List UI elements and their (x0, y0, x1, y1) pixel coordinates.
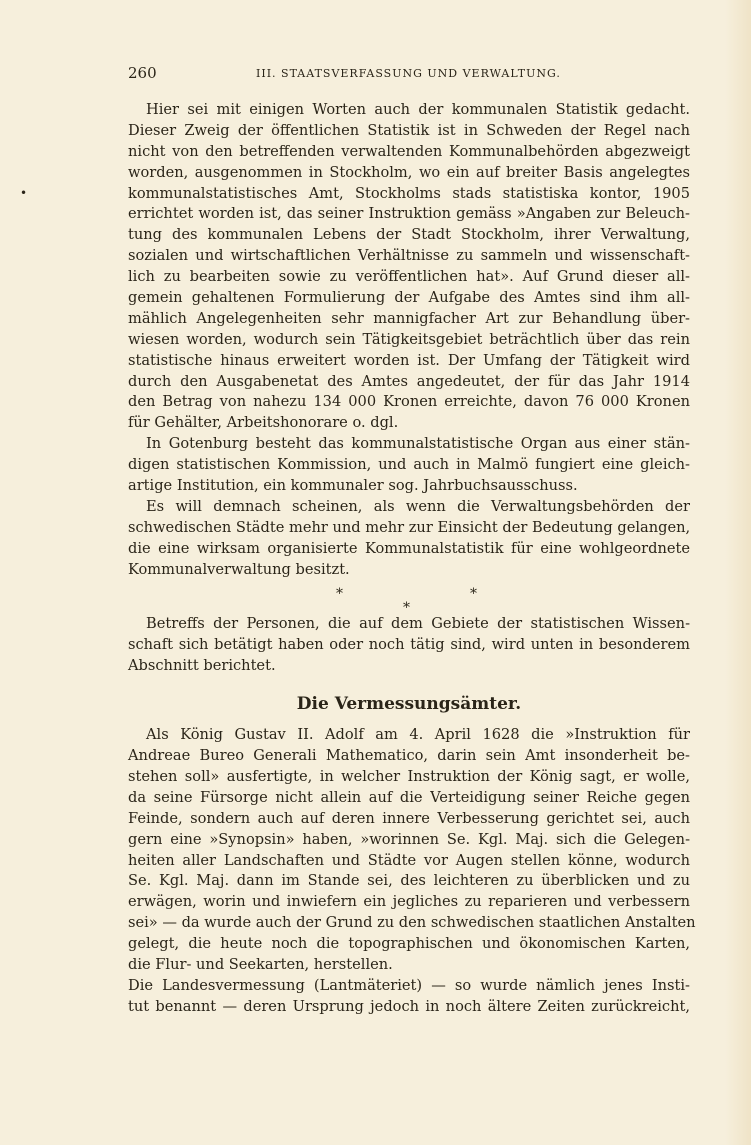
text-line: Es will demnach scheinen, als wenn die Verwaltungsbehörden der (146, 497, 690, 515)
text-line: statistische hinaus erweitert worden ist. Der Umfang der Tätigkeit wird (128, 351, 690, 369)
text-line: digen statistischen Kommission, und auch in Malmö fungiert eine gleich- (128, 456, 690, 474)
text-line: Betreffs der Personen, die auf dem Gebiete der statistischen Wissen- (146, 615, 690, 633)
text-line: worden, ausgenommen in Stockholm, wo ein auf breiter Basis angelegtes (128, 163, 690, 181)
paragraph-landesvermessung (128, 976, 690, 1018)
asterism-star: * (403, 600, 410, 617)
text-line: schwedischen Städte mehr und mehr zur Einsicht der Bedeutung gelangen, (128, 518, 691, 536)
text-line: nicht von den betreffenden verwaltenden Kommunalbehörden abgezweigt (128, 142, 690, 160)
text-line: für Gehälter, Arbeitshonorare o. dgl. (128, 414, 399, 432)
text-line: Dieser Zweig der öffentlichen Statistik ist in Schweden der Regel nach (128, 121, 690, 139)
asterism-star: * (336, 586, 343, 603)
text-line: die eine wirksam organisierte Kommunalstatistik für eine wohlgeordnete (128, 539, 690, 557)
spacer (128, 717, 690, 725)
text-line: wiesen worden, wodurch sein Tätigkeitsgebiet beträchtlich über das rein (128, 330, 690, 348)
text-line: errichtet worden ist, das seiner Instruktion gemäss »Angaben zur Beleuch- (128, 205, 690, 223)
text-line: die Flur- und Seekarten, herstellen. (128, 955, 393, 973)
page-number: 260 (128, 64, 157, 82)
asterism-star: * (470, 586, 477, 603)
asterism-divider (128, 580, 690, 617)
text-line: Andreae Bureo Generali Mathematico, darin sein Amt insonderheit be- (128, 747, 690, 765)
text-line: Feinde, sondern auch auf deren innere Verbesserung gerichtet sei, auch (128, 809, 690, 827)
text-line: Kommunalverwaltung besitzt. (128, 560, 350, 578)
text-line: Hier sei mit einigen Worten auch der kommunalen Statistik gedacht. (146, 101, 690, 118)
section-heading: Die Vermessungsämter. (296, 694, 522, 715)
text-line: tung des kommunalen Lebens der Stadt Stockholm, ihrer Verwaltung, (128, 226, 690, 244)
paragraph-verwaltung (128, 497, 690, 581)
text-line: lich zu bearbeiten sowie zu veröffentlichen hat». Auf Grund dieser all- (128, 268, 690, 286)
page-edge-shadow (725, 0, 751, 1145)
text-line: kommunalstatistisches Amt, Stockholms stads statistiska kontor, 1905 (128, 184, 690, 202)
paragraph-kommunal-statistik (128, 100, 690, 434)
text-line: sei» — da wurde auch der Grund zu den schwedischen staatlichen Anstalten (128, 914, 696, 932)
text-line: erwägen, worin und inwiefern ein jegliches zu reparieren und verbessern (128, 893, 690, 911)
text-line: gern eine »Synopsin» haben, »worinnen Se. Kgl. Maj. sich die Gelegen- (128, 830, 690, 848)
paragraph-gotenburg (128, 434, 690, 497)
spacer (128, 677, 690, 691)
page-header (128, 64, 688, 84)
text-line: In Gotenburg besteht das kommunalstatistische Organ aus einer stän- (146, 435, 690, 453)
paragraph-personen (128, 614, 690, 677)
margin-dot: • (20, 186, 28, 200)
text-line: Die Landesvermessung (Lantmäteriet) — so wurde nämlich jenes Insti- (128, 976, 690, 994)
text-line: gemein gehaltenen Formulierung der Aufgabe des Amtes sind ihm all- (128, 289, 690, 307)
text-line: Abschnitt berichtet. (128, 657, 276, 675)
text-line: Se. Kgl. Maj. dann im Stande sei, des leichteren zu überblicken und zu (128, 872, 690, 890)
text-line: heiten aller Landschaften und Städte vor Augen stellen könne, wodurch (128, 851, 690, 869)
text-line: sozialen und wirtschaftlichen Verhältnisse zu sammeln und wissenschaft- (128, 247, 690, 265)
text-line: tut benannt — deren Ursprung jedoch in noch ältere Zeiten zurückreicht, (128, 997, 690, 1015)
text-line: mählich Angelegenheiten sehr mannigfacher Art zur Behandlung über- (128, 309, 690, 327)
paragraph-gustav-adolf (128, 725, 696, 976)
text-line: gelegt, die heute noch die topographischen und ökonomischen Karten, (128, 935, 690, 953)
text-line: durch den Ausgabenetat des Amtes angedeutet, der für das Jahr 1914 (128, 372, 690, 390)
text-line: Als König Gustav II. Adolf am 4. April 1628 die »Instruktion für (146, 726, 690, 744)
running-head: III. STAATSVERFASSUNG UND VERWALTUNG. (256, 67, 561, 80)
text-line: artige Institution, ein kommunaler sog. Jahrbuchsausschuss. (128, 477, 578, 495)
text-line: stehen soll» ausfertigte, in welcher Instruktion der König sagt, er wolle, (128, 767, 690, 785)
text-line: den Betrag von nahezu 134 000 Kronen erreichte, davon 76 000 Kronen (128, 393, 690, 411)
text-line: schaft sich betätigt haben oder noch tätig sind, wird unten in besonderem (128, 636, 690, 654)
body-text (128, 100, 696, 1018)
text-line: da seine Fürsorge nicht allein auf die Verteidigung seiner Reiche gegen (128, 788, 690, 806)
